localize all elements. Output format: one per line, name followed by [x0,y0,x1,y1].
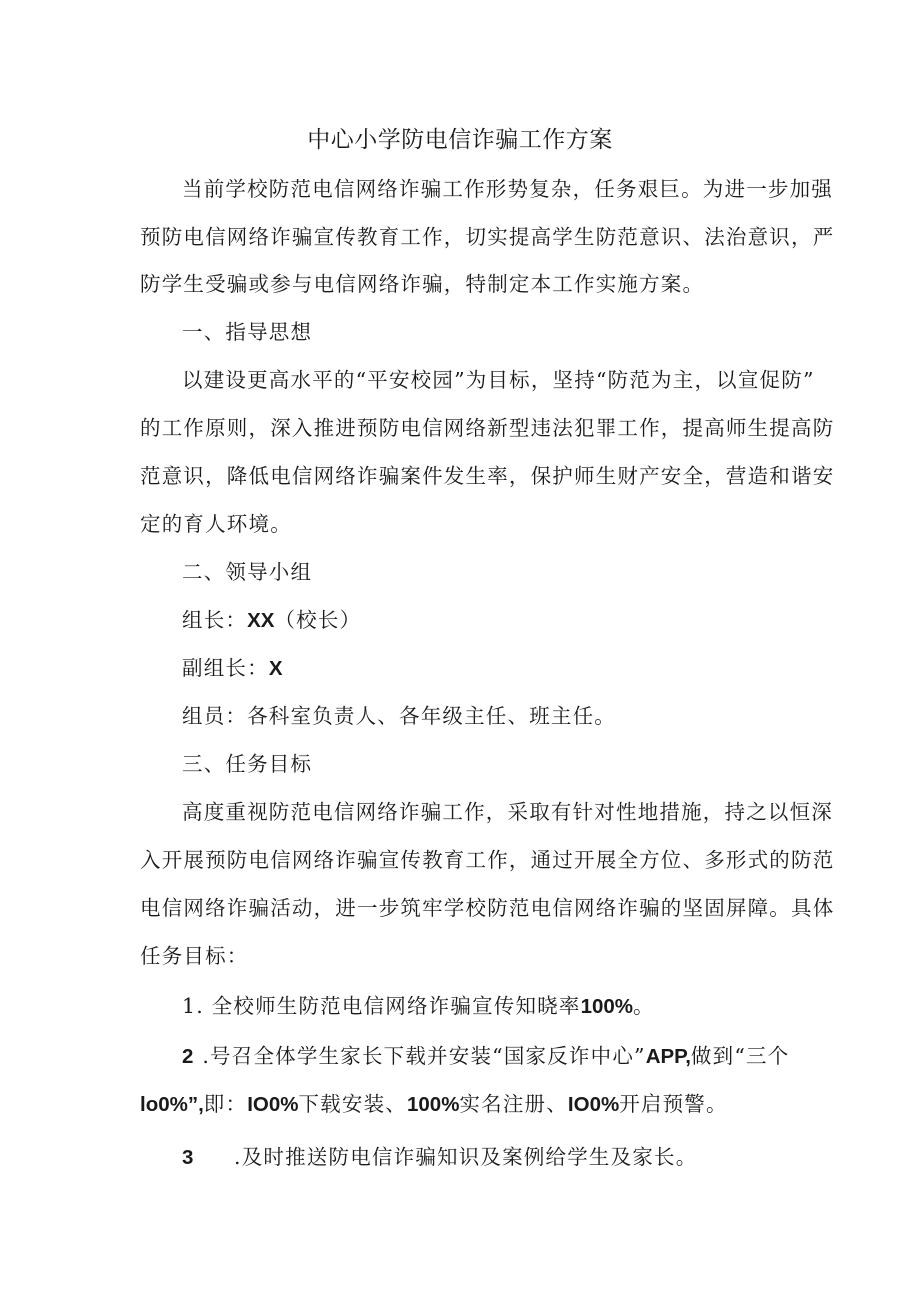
leader-label: 组长： [182,608,248,632]
section3-line-1: 高度重视防范电信网络诈骗工作，采取有针对性地措施，持之以恒深 [182,800,833,824]
deputy-name: X [268,657,283,680]
app-label: APP, [645,1045,691,1068]
section1-line-4: 定的育人环境。 [140,512,292,536]
section2-heading: 二、领导小组 [182,560,313,584]
section1-line-1: 以建设更高水平的“平安校园”为目标，坚持“防范为主，以宣促防” [182,368,815,392]
intro-line-3: 防学生受骗或参与电信网络诈骗，特制定本工作实施方案。 [140,272,705,296]
section3-line-3: 电信网络诈骗活动，进一步筑牢学校防范电信网络诈骗的坚固屏障。具体 [140,896,835,920]
document-title: 中心小学防电信诈骗工作方案 [307,127,613,153]
section3-line-2: 入开展预防电信网络诈骗宣传教育工作，通过开展全方位、多形式的防范 [140,848,835,872]
goal-item-2-line-1: 2 .号召全体学生家长下载并安装“国家反诈中心”APP,做到“三个 [182,1042,790,1071]
item-3-number: 3 [182,1146,195,1169]
intro-line-2: 预防电信网络诈骗宣传教育工作，切实提高学生防范意识、法治意识，严 [140,225,835,249]
goal-item-1: 1. 全校师生防范电信网络诈骗宣传知晓率100%。 [182,994,655,1018]
goal-item-2-line-2: lo0%”,即：IO0%下载安装、100%实名注册、IO0%开启预警。 [140,1092,728,1116]
leader-line [182,606,790,635]
leader-role: （校长） [274,608,362,632]
intro-line-1: 当前学校防范电信网络诈骗工作形势复杂，任务艰巨。为进一步加强 [182,177,833,201]
deputy-line [182,654,790,683]
deputy-label: 副组长： [182,656,269,680]
leader-name: XX [247,609,275,632]
goal-item-3: 3 .及时推送防电信诈骗知识及案例给学生及家长。 [182,1143,790,1172]
item-2-number: 2 [182,1045,195,1068]
awareness-rate: 100% [580,995,634,1018]
section1-heading: 一、指导思想 [182,320,313,344]
members-line: 组员：各科室负责人、各年级主任、班主任。 [182,704,616,728]
section1-line-3: 范意识，降低电信网络诈骗案件发生率，保护师生财产安全，营造和谐安 [140,464,835,488]
section1-line-2: 的工作原则，深入推进预防电信网络新型违法犯罪工作，提高师生提高防 [140,416,835,440]
section3-heading: 三、任务目标 [182,752,313,776]
section3-line-4: 任务目标： [140,944,249,968]
